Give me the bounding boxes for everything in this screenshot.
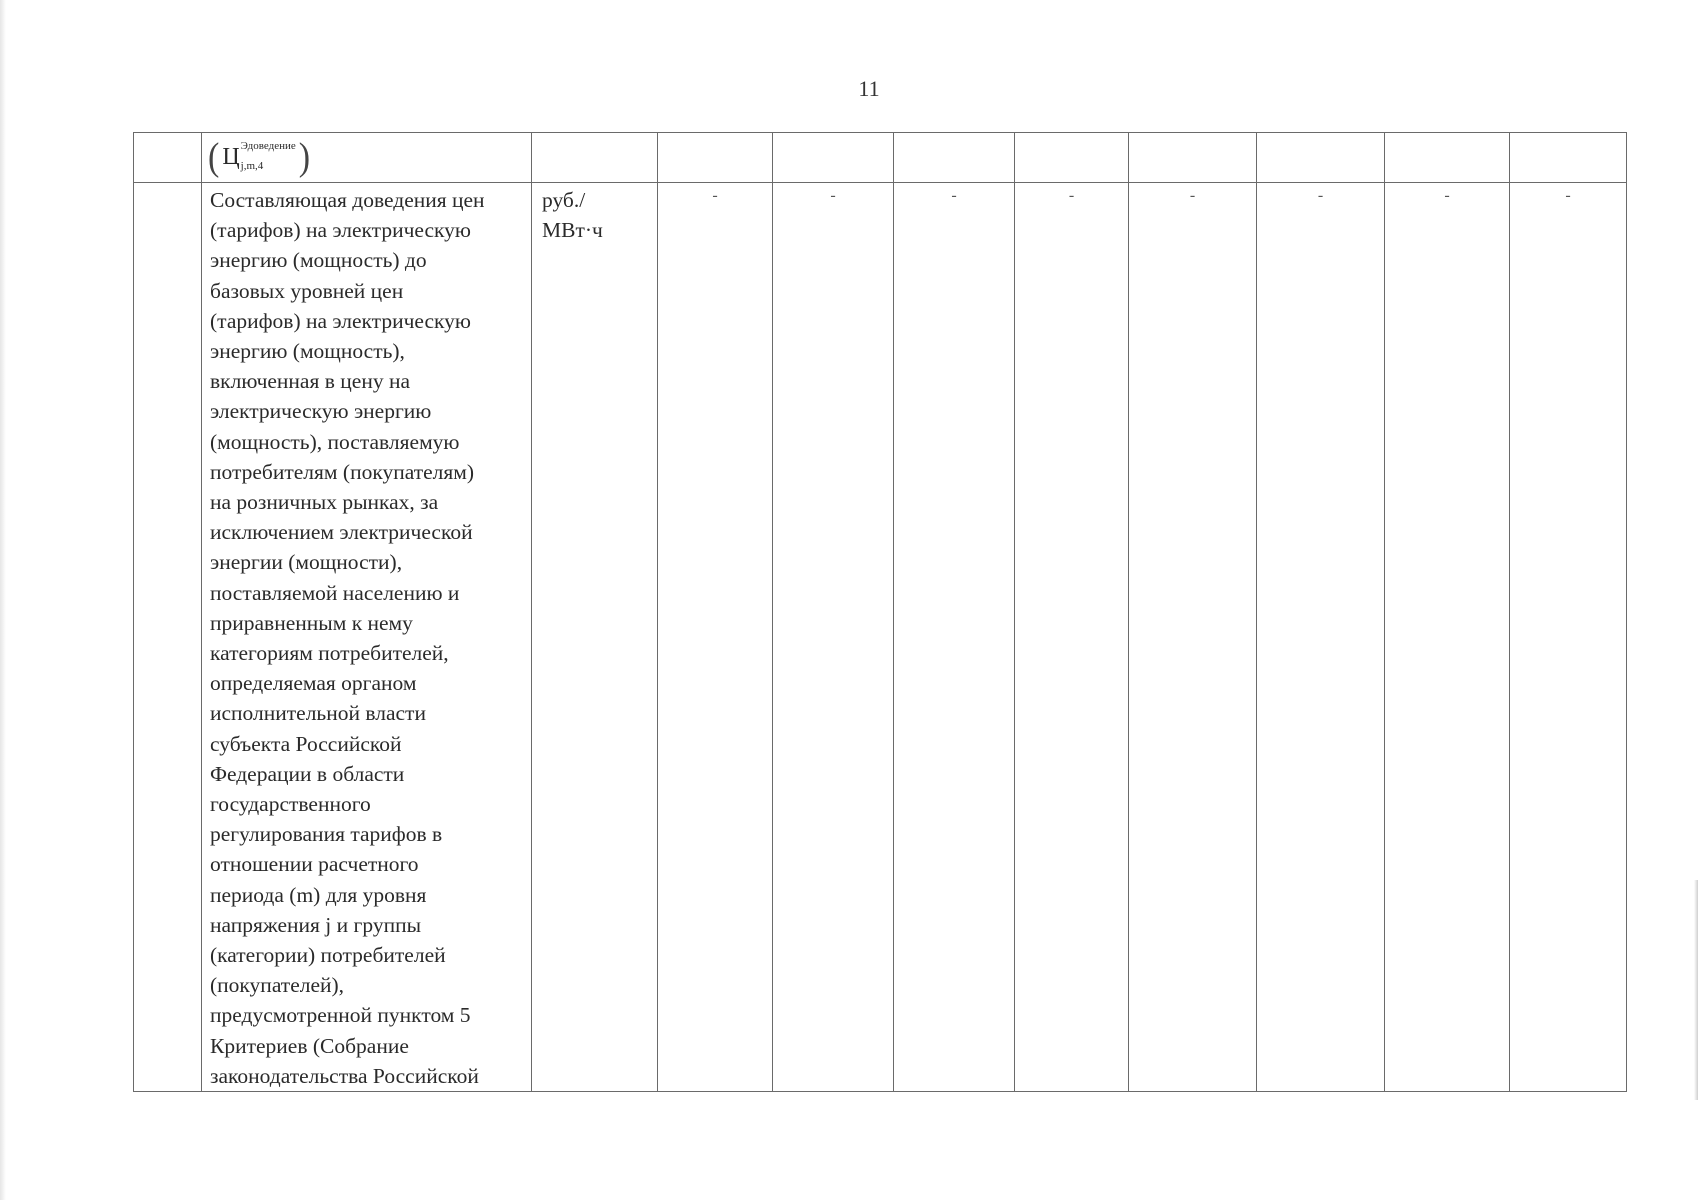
- value-cell-empty: [1015, 133, 1129, 183]
- value-cell: -: [1385, 183, 1510, 1092]
- value-cell-empty: [894, 133, 1015, 183]
- unit-text: руб./ МВт·ч: [542, 188, 603, 242]
- formula-superscript: Эдоведение: [240, 140, 296, 153]
- number-cell: [134, 133, 202, 183]
- value-cell-empty: [658, 133, 773, 183]
- scan-left-edge-shadow: [0, 0, 6, 1200]
- page-number: 11: [858, 76, 880, 101]
- formula-cell: [202, 133, 532, 183]
- unit-cell: [532, 183, 658, 1092]
- formula-right-paren: ): [298, 135, 311, 179]
- value-cell: -: [1257, 183, 1385, 1092]
- value-cell: -: [1510, 183, 1627, 1092]
- value-cell: -: [1015, 183, 1129, 1092]
- value-cell-empty: [773, 133, 894, 183]
- description-cell: Составляющая доведения цен (тарифов) на электрическую энергию (мощность) до базовых уровней цен (тарифов) на электрическую энергию (мощность), включенная в цену на электрическую энергию (мощность), поставляемую потребителям (покупателям) на розничных рынках, за исключением электрической энергии (мощности), поставляемой населению и приравненным к нему категориям потребителей, определяемая органом исполнительной власти субъекта Российской Федерации в области государственного регулирования тарифов в отношении расчетного периода (m) для уровня напряжения j и группы (категории) потребителей (покупателей), предусмотренной пунктом 5 Критериев (Собрание законодательства Российской: [202, 183, 532, 1092]
- value-cell: -: [894, 183, 1015, 1092]
- value-cell: -: [773, 183, 894, 1092]
- unit-cell-empty: [532, 133, 658, 183]
- formula-base: Ц: [222, 143, 240, 170]
- value-cell-empty: [1257, 133, 1385, 183]
- formula-subscript: j,m,4: [240, 159, 264, 172]
- data-table: [133, 132, 1627, 1092]
- table-row-description: [134, 183, 1627, 1092]
- value-cell: -: [658, 183, 773, 1092]
- value-cell-empty: [1510, 133, 1627, 183]
- formula-symbol: [219, 140, 298, 172]
- table-row-formula: [134, 133, 1627, 183]
- value-cell-empty: [1129, 133, 1257, 183]
- formula-left-paren: (: [208, 135, 220, 179]
- value-cell-empty: [1385, 133, 1510, 183]
- formula: [208, 135, 311, 179]
- number-cell: [134, 183, 202, 1092]
- scan-right-edge-shadow: [1694, 880, 1698, 1100]
- value-cell: -: [1129, 183, 1257, 1092]
